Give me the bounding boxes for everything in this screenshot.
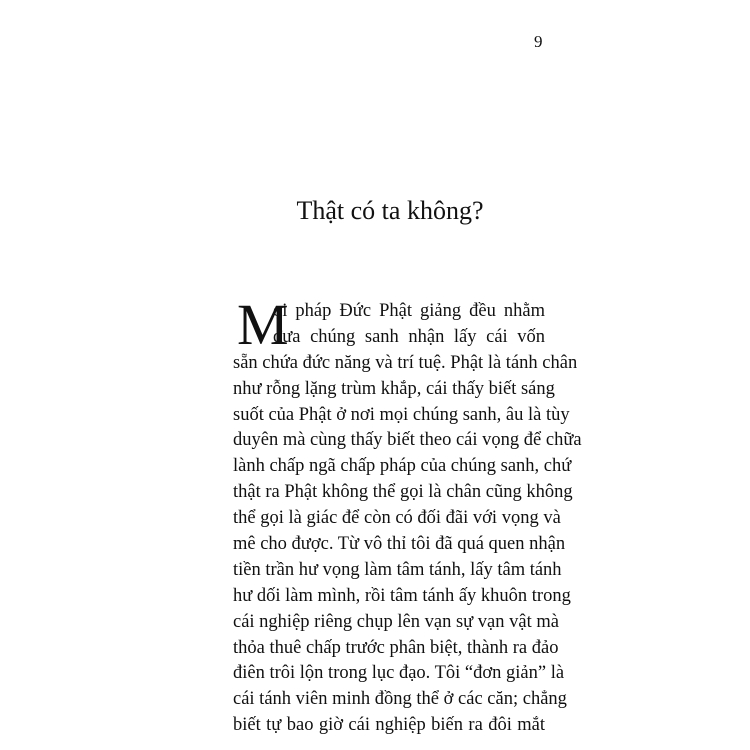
page-number: 9 (534, 32, 543, 51)
text-line: cái nghiệp riêng chụp lên vạn sự vạn vật mà (233, 611, 559, 632)
text-line: thỏa thuê chấp trước phân biệt, thành ra đảo (233, 637, 559, 658)
text-line: hư dối làm mình, rồi tâm tánh ấy khuôn trong (233, 585, 571, 606)
drop-cap: M (237, 292, 289, 357)
text-line: tiền trần hư vọng làm tâm tánh, lấy tâm tánh (233, 559, 562, 580)
text-line: suốt của Phật ở nơi mọi chúng sanh, âu là tùy (233, 404, 570, 425)
text-line: như rỗng lặng trùm khắp, cái thấy biết sáng (233, 378, 555, 399)
text-line: ọi pháp Đức Phật giảng đều nhằm (273, 301, 545, 321)
text-line: thể gọi là giác để còn có đối đãi với vọng và (233, 508, 561, 529)
text-line: cái tánh viên minh đồng thể ở các căn; chẳng (233, 689, 567, 710)
text-line: thật ra Phật không thể gọi là chân cũng không (233, 482, 573, 503)
text-line: đưa chúng sanh nhận lấy cái vốn (273, 326, 545, 347)
text-line: sẵn chứa đức năng và trí tuệ. Phật là tánh chân (233, 352, 578, 373)
text-line: duyên mà cùng thấy biết theo cái vọng để chữa (233, 430, 582, 451)
text-line: biết tự bao giờ cái nghiệp biến ra đôi mắt (233, 715, 545, 736)
text-line: điên trôi lộn trong lục đạo. Tôi “đơn giản” là (233, 663, 565, 684)
text-line: lành chấp ngã chấp pháp của chúng sanh, chứ (233, 456, 572, 477)
body-paragraph (233, 292, 582, 739)
chapter-title: Thật có ta không? (296, 196, 484, 225)
text-line: mê cho được. Từ vô thỉ tôi đã quá quen nhận (233, 534, 566, 555)
